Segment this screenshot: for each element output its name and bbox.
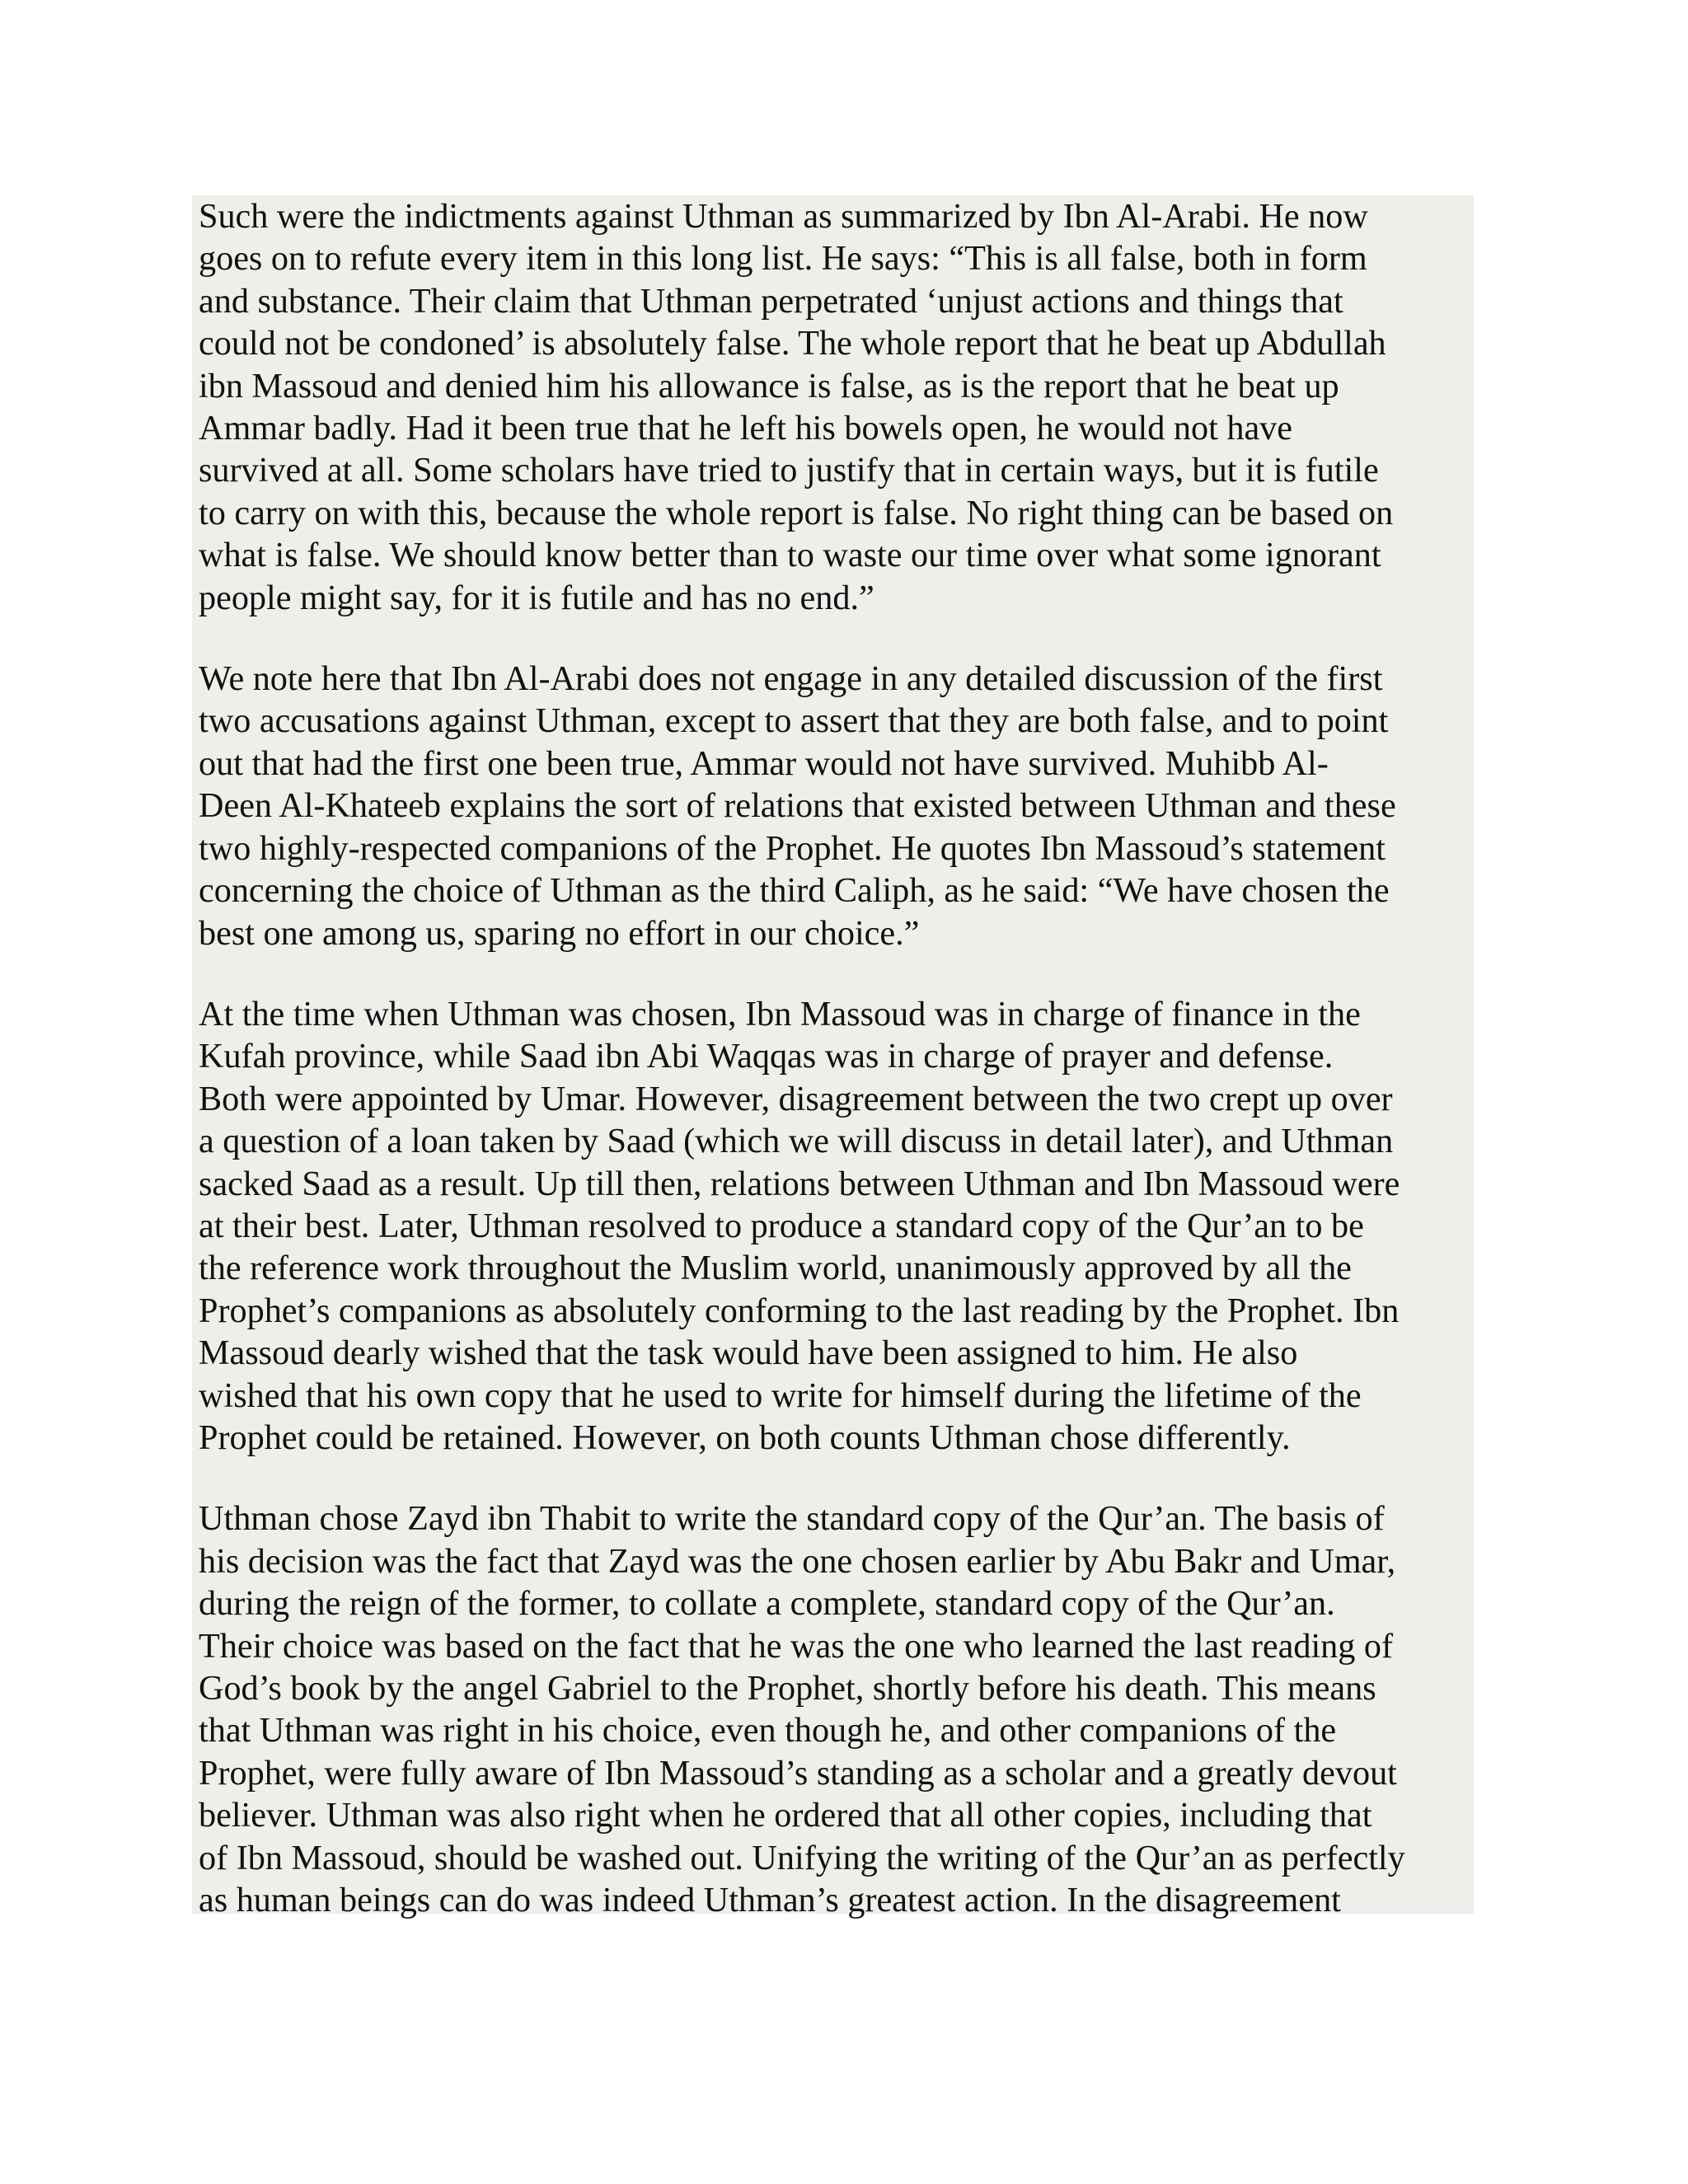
text-line: survived at all. Some scholars have tried to justify that in certain ways, but it is futile [199,451,1379,490]
text-line: during the reign of the former, to collate a complete, standard copy of the Qur’an. [199,1584,1335,1624]
text-line: of Ibn Massoud, should be washed out. Unifying the writing of the Qur’an as perfectly [199,1838,1405,1877]
text-line: At the time when Uthman was chosen, Ibn Massoud was in charge of finance in the [199,994,1361,1033]
text-line: Deen Al-Khateeb explains the sort of relations that existed between Uthman and these [199,786,1396,826]
paragraph-3 [199,993,1467,1459]
text-line: Both were appointed by Umar. However, disagreement between the two crept up over [199,1079,1393,1118]
text-line: sacked Saad as a result. Up till then, relations between Uthman and Ibn Massoud were [199,1164,1400,1203]
text-line: to carry on with this, because the whole report is false. No right thing can be based on [199,493,1394,532]
text-line: what is false. We should know better than to waste our time over what some ignorant [199,536,1381,575]
text-line: Prophet could be retained. However, on both counts Uthman chose differently. [199,1418,1291,1457]
text-line: at their best. Later, Uthman resolved to produce a standard copy of the Qur’an to be [199,1206,1364,1245]
text-panel [192,195,1474,1920]
text-line: believer. Uthman was also right when he ordered that all other copies, including that [199,1796,1372,1835]
text-line: Kufah province, while Saad ibn Abi Waqqas was in charge of prayer and defense. [199,1037,1334,1076]
text-line: could not be condoned’ is absolutely false. The whole report that he beat up Abdullah [199,324,1386,363]
text-line: Their choice was based on the fact that he was the one who learned the last reading of [199,1626,1394,1666]
paragraph-2 [199,658,1467,954]
text-line: Prophet, were fully aware of Ibn Massoud’s standing as a scholar and a greatly devout [199,1753,1397,1793]
text-line: his decision was the fact that Zayd was the one chosen earlier by Abu Bakr and Umar, [199,1541,1396,1581]
paragraph-1 [199,195,1467,619]
text-line: and substance. Their claim that Uthman perpetrated ‘unjust actions and things that [199,281,1343,321]
paragraph-4 [199,1497,1467,1921]
text-line: Uthman chose Zayd ibn Thabit to write the standard copy of the Qur’an. The basis of [199,1499,1385,1539]
text-line: Massoud dearly wished that the task would have been assigned to him. He also [199,1333,1298,1373]
text-line: people might say, for it is futile and has no end.” [199,578,874,617]
text-line: goes on to refute every item in this long list. He says: “This is all false, both in form [199,239,1367,279]
text-line: We note here that Ibn Al-Arabi does not engage in any detailed discussion of the first [199,659,1383,699]
text-line: God’s book by the angel Gabriel to the Prophet, shortly before his death. This means [199,1669,1376,1708]
text-line: that Uthman was right in his choice, even though he, and other companions of the [199,1711,1337,1750]
text-line: ibn Massoud and denied him his allowance is false, as is the report that he beat up [199,366,1339,405]
text-line: Ammar badly. Had it been true that he left his bowels open, he would not have [199,409,1292,448]
text-line: best one among us, sparing no effort in our choice.” [199,913,920,953]
text-line: the reference work throughout the Muslim world, unanimously approved by all the [199,1249,1352,1288]
text-line: Such were the indictments against Uthman as summarized by Ibn Al-Arabi. He now [199,197,1368,236]
text-line: concerning the choice of Uthman as the third Caliph, as he said: “We have chosen the [199,871,1390,911]
text-line: Prophet’s companions as absolutely conforming to the last reading by the Prophet. Ibn [199,1291,1400,1330]
text-line: two highly-respected companions of the Prophet. He quotes Ibn Massoud’s statement [199,828,1386,868]
text-line: as human beings can do was indeed Uthman’s greatest action. In the disagreement [199,1881,1341,1920]
text-line: two accusations against Uthman, except to assert that they are both false, and to point [199,701,1389,741]
text-line: wished that his own copy that he used to write for himself during the lifetime of the [199,1376,1362,1415]
text-line: out that had the first one been true, Ammar would not have survived. Muhibb Al- [199,743,1329,783]
text-line: a question of a loan taken by Saad (which we will discuss in detail later), and Uthman [199,1122,1394,1161]
